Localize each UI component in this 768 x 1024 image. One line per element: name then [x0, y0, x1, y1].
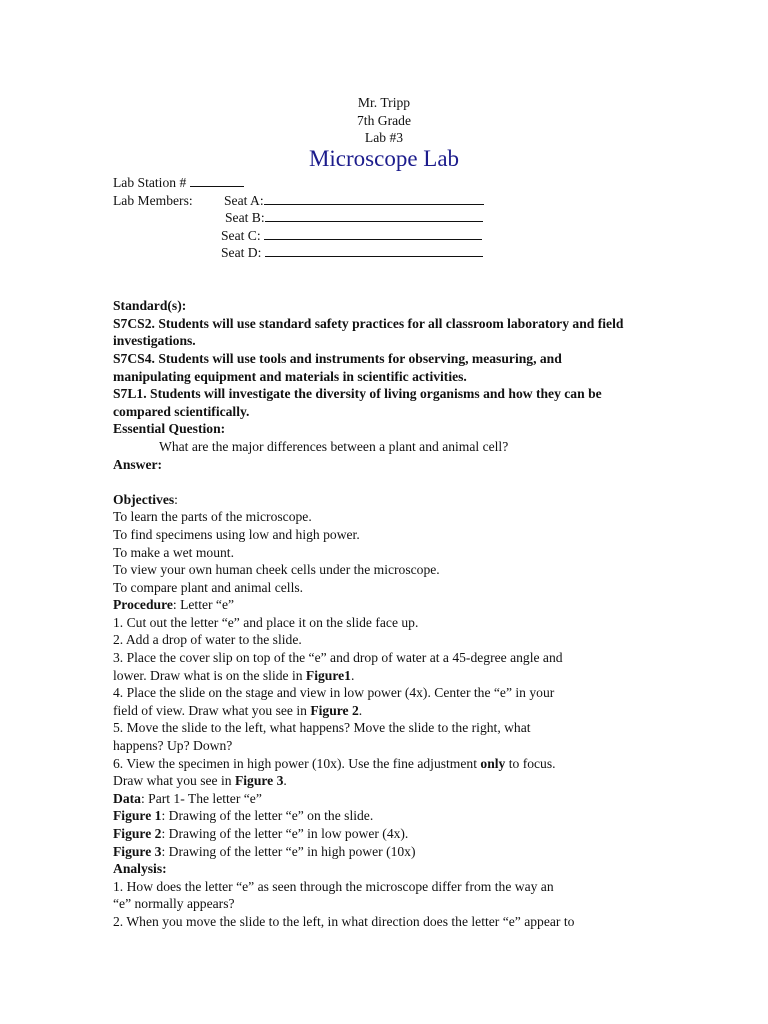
step6b-end: .	[283, 773, 287, 789]
seat-c-blank[interactable]	[264, 227, 482, 240]
lab-station-blank[interactable]	[190, 174, 244, 187]
seat-b-blank[interactable]	[265, 209, 483, 222]
seat-a-label: Seat A:	[224, 192, 264, 208]
figure1-ref: Figure1	[305, 667, 351, 683]
grade-level: 7th Grade	[357, 112, 411, 128]
figure-label: Figure 3	[113, 843, 162, 859]
procedure-step-continued	[113, 702, 673, 720]
objectives-colon: :	[174, 491, 178, 507]
essential-question-heading: Essential Question:	[113, 421, 226, 437]
standard-line: S7L1. Students will investigate the diversity of living organisms and how they can be	[113, 386, 602, 402]
standards-heading: Standard(s):	[113, 298, 187, 314]
standard-line: compared scientifically.	[113, 403, 250, 419]
data-heading: Data	[113, 790, 141, 806]
data-subtitle: : Part 1- The letter “e”	[140, 790, 262, 806]
lab-station-line	[113, 174, 673, 192]
figure-caption	[113, 807, 673, 825]
procedure-heading: Procedure	[113, 597, 173, 613]
step6-end: to focus.	[505, 755, 556, 771]
figure-label: Figure 2	[113, 826, 162, 841]
figure-caption	[113, 843, 673, 861]
figure-label: Figure 1	[113, 808, 162, 824]
lab-members-label: Lab Members:	[113, 192, 193, 208]
step6b-text: Draw what you see in	[113, 773, 235, 789]
only-emphasis: only	[480, 755, 506, 771]
teacher-name: Mr. Tripp	[357, 95, 411, 110]
procedure-step: 1. Cut out the letter “e” and place it on the slide face up.	[113, 614, 419, 630]
standard-line: S7CS4. Students will use tools and instruments for observing, measuring, and	[113, 350, 562, 366]
objective-item: To view your own human cheek cells under the microscope.	[113, 562, 440, 578]
lab-number: Lab #3	[364, 130, 404, 146]
analysis-heading: Analysis:	[113, 861, 167, 877]
standard-line: S7CS2. Students will use standard safety practices for all classroom laboratory and field	[113, 315, 624, 331]
objectives-heading-line	[113, 491, 673, 509]
procedure-step: 5. Move the slide to the left, what happens? Move the slide to the right, what	[113, 720, 531, 736]
analysis-question: 1. How does the letter “e” as seen through the microscope differ from the way an	[113, 878, 554, 894]
procedure-heading-line	[113, 596, 673, 614]
standard-line: manipulating equipment and materials in scientific activities.	[113, 368, 467, 384]
seat-a-blank[interactable]	[264, 192, 484, 205]
step3-end: .	[350, 667, 355, 683]
step4-text: field of view. Draw what you see in	[113, 702, 311, 718]
objective-item: To compare plant and animal cells.	[113, 579, 304, 595]
seat-a-line	[224, 192, 484, 210]
essential-question-text: What are the major differences between a plant and animal cell?	[159, 438, 509, 454]
data-heading-line	[113, 790, 673, 808]
step3-text: lower. Draw what is on the slide in	[113, 667, 306, 683]
procedure-step: 2. Add a drop of water to the slide.	[113, 632, 302, 648]
analysis-question: 2. When you move the slide to the left, in what direction does the letter “e” appear to	[113, 913, 575, 929]
procedure-step	[113, 755, 673, 773]
seat-c-label: Seat C:	[221, 227, 261, 243]
figure2-ref: Figure 2	[310, 702, 359, 718]
seat-c-line	[221, 227, 482, 245]
step4-end: .	[358, 702, 363, 718]
header-block	[0, 94, 768, 147]
objectives-heading: Objectives	[113, 491, 175, 507]
figure-text: : Drawing of the letter “e” in high power (10x)	[161, 843, 416, 859]
figure-text: : Drawing of the letter “e” in low power (4x).	[161, 826, 409, 841]
procedure-step-continued: happens? Up? Down?	[113, 738, 233, 754]
figure-text: : Drawing of the letter “e” on the slide.	[161, 808, 374, 824]
analysis-question-continued: “e” normally appears?	[113, 896, 235, 912]
objective-item: To make a wet mount.	[113, 544, 234, 560]
standard-line: investigations.	[113, 333, 196, 349]
seat-b-label: Seat B:	[225, 210, 265, 226]
procedure-step: 4. Place the slide on the stage and view in low power (4x). Center the “e” in your	[113, 685, 555, 701]
objective-item: To learn the parts of the microscope.	[113, 509, 312, 525]
page-title: Microscope Lab	[308, 146, 460, 171]
lab-members-block	[113, 192, 673, 280]
worksheet-body	[113, 174, 673, 931]
seat-d-line	[221, 244, 483, 262]
seat-d-blank[interactable]	[265, 244, 483, 257]
procedure-subtitle: : Letter “e”	[172, 597, 235, 613]
seat-b-line	[225, 209, 483, 227]
procedure-step-continued	[113, 772, 673, 790]
step6-text: 6. View the specimen in high power (10x). Use the fine adjustment	[113, 755, 481, 771]
seat-d-label: Seat D:	[221, 245, 262, 261]
procedure-step: 3. Place the cover slip on top of the “e” and drop of water at a 45-degree angle and	[113, 650, 563, 666]
lab-station-label: Lab Station #	[113, 175, 187, 190]
procedure-step-continued	[113, 667, 673, 685]
figure3-ref: Figure 3	[234, 773, 284, 789]
figure-caption	[113, 825, 673, 843]
answer-label: Answer:	[113, 456, 163, 472]
objective-item: To find specimens using low and high power.	[113, 526, 360, 542]
